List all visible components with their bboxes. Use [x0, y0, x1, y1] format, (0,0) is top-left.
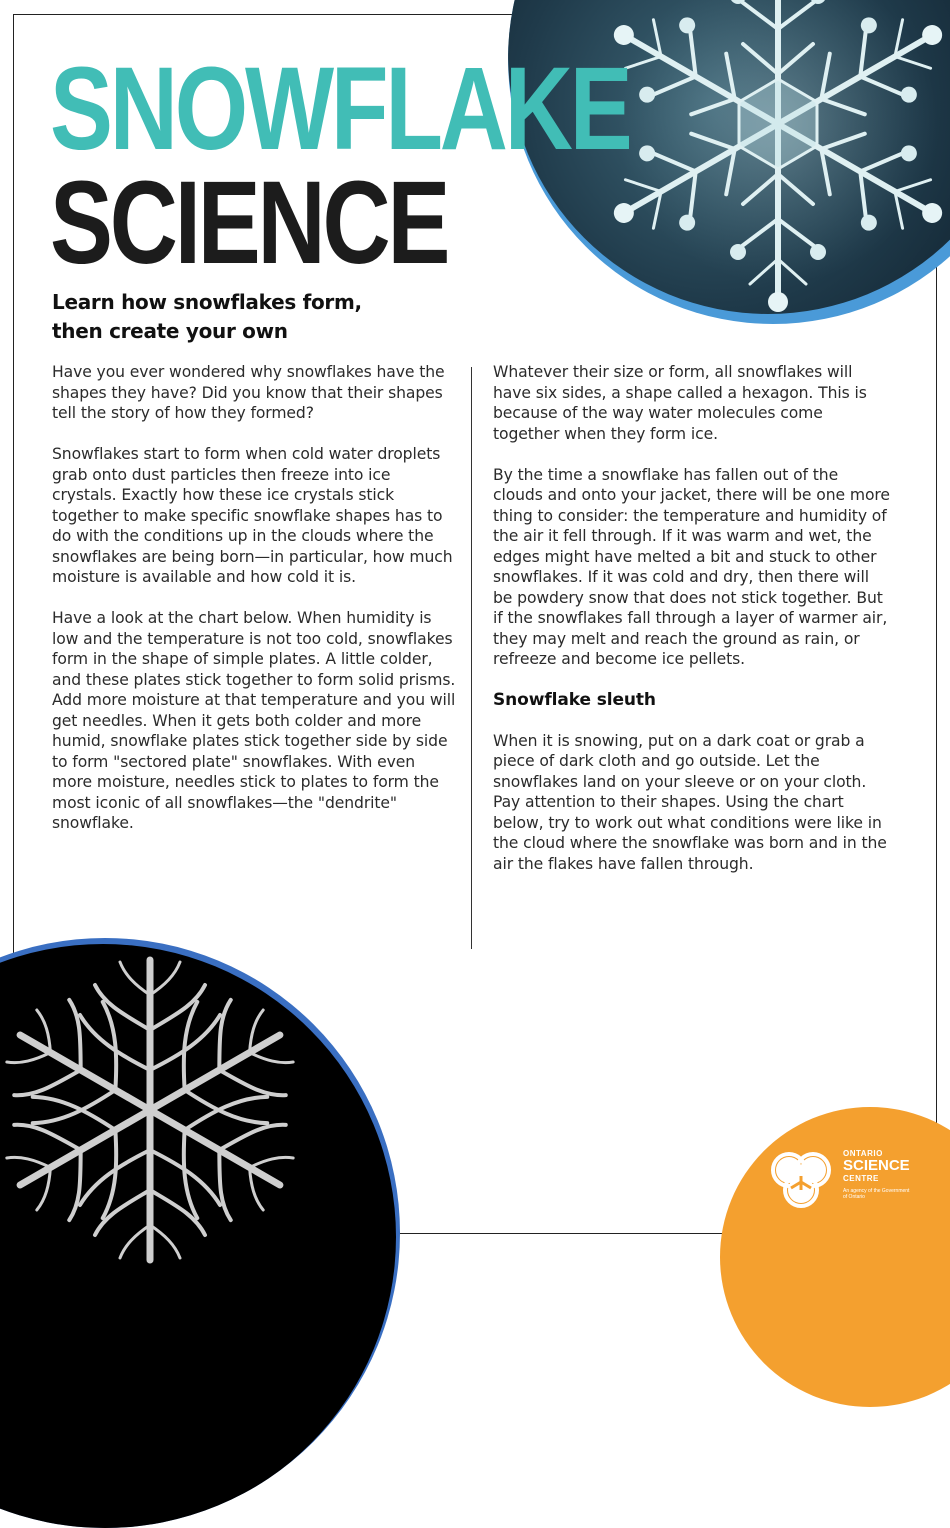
subtitle-line2: then create your own: [52, 319, 288, 343]
brand-wordmark: [843, 1149, 913, 1200]
brand-line3: CENTRE: [843, 1174, 879, 1183]
brand-line2: SCIENCE: [843, 1157, 910, 1174]
brand-tagline: An agency of the Government of Ontario: [843, 1188, 910, 1200]
paragraph: Have you ever wondered why snowflakes have the shapes they have? Did you know that their shapes tell the story of how they formed?: [52, 363, 445, 422]
brand-line1: ONTARIO: [843, 1149, 883, 1158]
ontario-science-centre-logo-icon: [769, 1146, 833, 1210]
subtitle-line1: Learn how snowflakes form,: [52, 290, 362, 314]
right-column: [493, 362, 891, 895]
snowflake-photo-bottom: [0, 938, 400, 1528]
snowflake-image-bottom: [0, 944, 396, 1528]
page-subtitle: [52, 288, 362, 346]
paragraph: Snowflakes start to form when cold water droplets grab onto dust particles then freeze into ice crystals. Exactly how these ice crystals stick together to make specific snowflake shapes has to do with the conditions up in the clouds where the snowflakes are being born—in particular, how much moisture is available and how cold it is.: [52, 445, 453, 586]
column-divider: [471, 367, 472, 949]
page-title-line2: SCIENCE: [50, 157, 448, 289]
left-column: [52, 362, 457, 854]
paragraph: Whatever their size or form, all snowflakes will have six sides, a shape called a hexagon. This is because of the way water molecules come together when they form ice.: [493, 363, 867, 443]
page-title-line1: SNOWFLAKE: [50, 43, 630, 175]
paragraph: When it is snowing, put on a dark coat or grab a piece of dark cloth and go outside. Let the snowflakes land on your sleeve or on your cloth. Pay attention to their shapes. Using the chart below, try to work out what conditions were like in the cloud where the snowflake was born and in the air the flakes have fallen through.: [493, 731, 887, 873]
paragraph: Have a look at the chart below. When humidity is low and the temperature is not too cold, snowflakes form in the shape of simple plates. A little colder, and these plates stick together to form solid prisms. Add more moisture at that temperature and you will get needles. When it gets both colder and more humid, snowflake plates stick together side by side to form "sectored plate" snowflakes. With even more moisture, needles stick to plates to form the most iconic of all snowflakes—the "dendrite" snowflake.: [52, 609, 456, 832]
paragraph: By the time a snowflake has fallen out of the clouds and onto your jacket, there will be one more thing to consider: the temperature and humidity of the air it fell through. If it was warm and wet, the edges might have melted a bit and stuck to other snowflakes. If it was cold and dry, then there will be powdery snow that does not stick together. But if the snowflakes fall through a layer of warmer air, they may melt and reach the ground as rain, or refreeze and become ice pellets.: [493, 465, 890, 668]
section-heading: Snowflake sleuth: [493, 690, 656, 710]
